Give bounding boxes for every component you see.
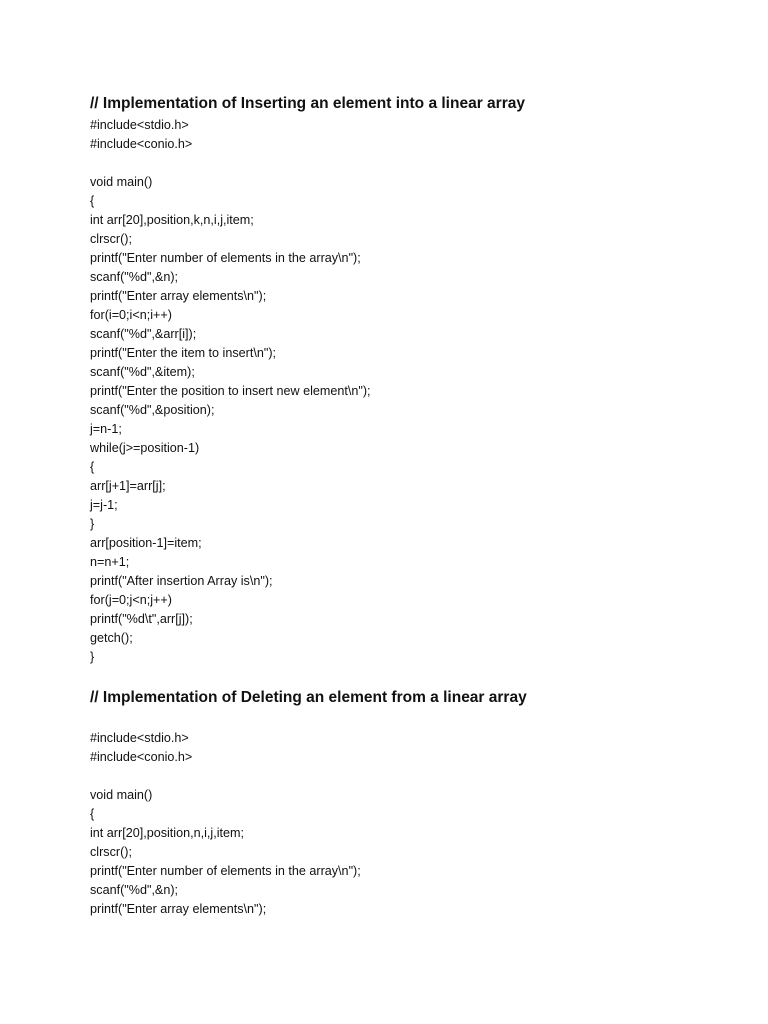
code-line: #include<stdio.h> bbox=[90, 731, 189, 745]
code-line: printf("Enter array elements\n"); bbox=[90, 902, 267, 916]
code-line: int arr[20],position,k,n,i,j,item; bbox=[90, 213, 254, 227]
code-line: j=n-1; bbox=[90, 422, 122, 436]
blank-line bbox=[90, 154, 730, 173]
code-line: for(i=0;i<n;i++) bbox=[90, 308, 172, 322]
code-line: while(j>=position-1) bbox=[90, 441, 200, 455]
code-line: scanf("%d",&n); bbox=[90, 270, 179, 284]
code-line: arr[position-1]=item; bbox=[90, 536, 202, 550]
code-line: clrscr(); bbox=[90, 845, 132, 859]
code-line: n=n+1; bbox=[90, 555, 130, 569]
code-line: for(j=0;j<n;j++) bbox=[90, 593, 172, 607]
code-line: #include<conio.h> bbox=[90, 137, 193, 151]
code-line: printf("Enter number of elements in the array\n"); bbox=[90, 251, 361, 265]
code-line: int arr[20],position,n,i,j,item; bbox=[90, 826, 244, 840]
code-line: { bbox=[90, 460, 95, 474]
code-line: #include<stdio.h> bbox=[90, 118, 189, 132]
code-line: printf("After insertion Array is\n"); bbox=[90, 574, 273, 588]
insert-code-block bbox=[90, 116, 730, 667]
code-line: printf("%d\t",arr[j]); bbox=[90, 612, 193, 626]
code-line: scanf("%d",&n); bbox=[90, 883, 179, 897]
blank-line bbox=[90, 710, 730, 729]
code-line: #include<conio.h> bbox=[90, 750, 193, 764]
code-line: scanf("%d",&arr[i]); bbox=[90, 327, 197, 341]
blank-line bbox=[90, 767, 730, 786]
code-line: printf("Enter array elements\n"); bbox=[90, 289, 267, 303]
code-line: { bbox=[90, 807, 95, 821]
delete-code-block bbox=[90, 710, 730, 919]
code-line: arr[j+1]=arr[j]; bbox=[90, 479, 166, 493]
code-line: scanf("%d",&item); bbox=[90, 365, 195, 379]
code-line: } bbox=[90, 650, 95, 664]
code-line: printf("Enter number of elements in the array\n"); bbox=[90, 864, 361, 878]
document-page bbox=[90, 92, 730, 919]
code-line: printf("Enter the item to insert\n"); bbox=[90, 346, 277, 360]
code-line: getch(); bbox=[90, 631, 133, 645]
code-line: scanf("%d",&position); bbox=[90, 403, 215, 417]
section-spacer bbox=[90, 667, 730, 686]
insert-section-heading: // Implementation of Inserting an element into a linear array bbox=[90, 95, 525, 112]
code-line: { bbox=[90, 194, 95, 208]
code-line: j=j-1; bbox=[90, 498, 118, 512]
code-line: void main() bbox=[90, 175, 153, 189]
delete-section-heading: // Implementation of Deleting an element from a linear array bbox=[90, 689, 527, 706]
code-line: } bbox=[90, 517, 95, 531]
code-line: void main() bbox=[90, 788, 153, 802]
code-line: printf("Enter the position to insert new element\n"); bbox=[90, 384, 371, 398]
code-line: clrscr(); bbox=[90, 232, 132, 246]
